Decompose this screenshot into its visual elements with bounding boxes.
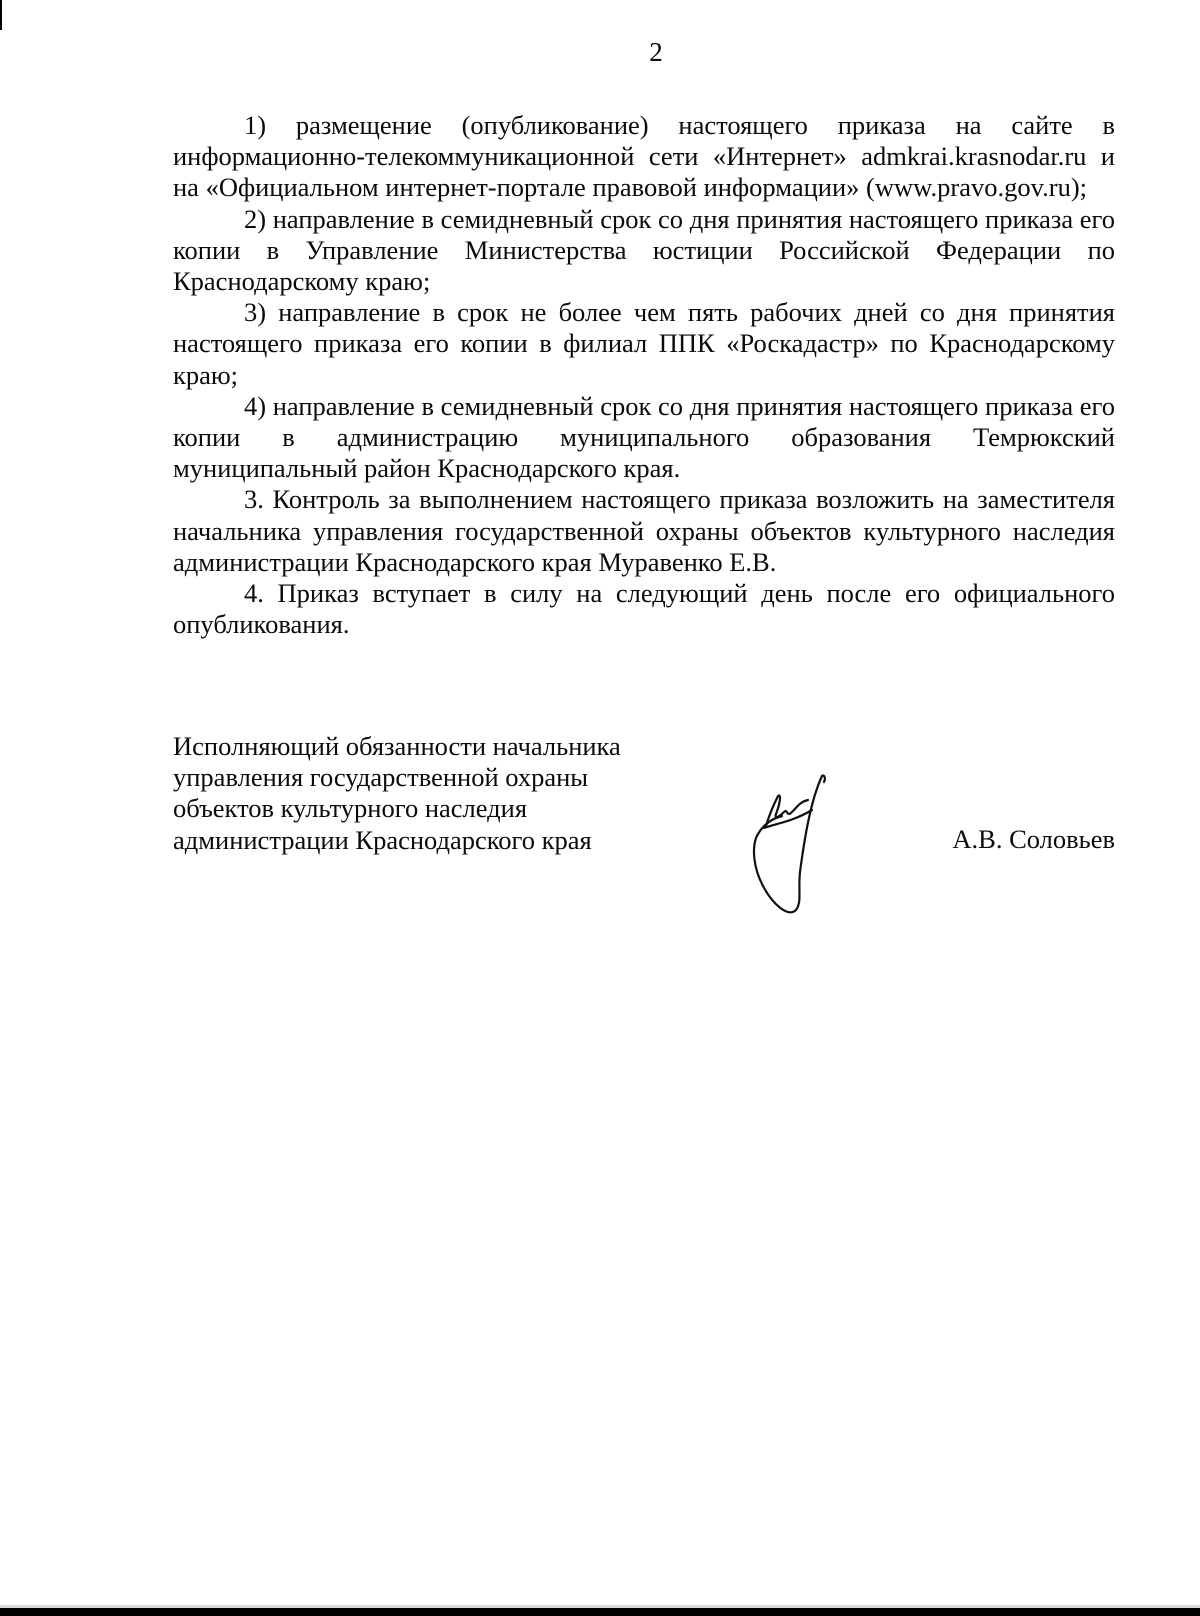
signer-position-line: объектов культурного наследия <box>173 793 528 824</box>
paragraph-entry-into-force: 4. Приказ вступает в силу на следующий день после его официального опубликования. <box>173 578 1115 640</box>
signer-position <box>173 731 621 856</box>
signer-name: А.В. Соловьев <box>952 824 1115 854</box>
document-body <box>173 110 1115 640</box>
paragraph-ministry-of-justice: 2) направление в семидневный срок со дня принятия настоящего приказа его копии в Управление Министерства юстиции Российской Федерации по Краснодарскому краю; <box>173 203 1115 297</box>
page-number: 2 <box>649 37 663 67</box>
paragraph-municipal-administration: 4) направление в семидневный срок со дня принятия настоящего приказа его копии в администрацию муниципального образования Темрюкский муниципальный район Краснодарского края. <box>173 390 1115 484</box>
signer-position-line: управления государственной охраны <box>173 762 589 793</box>
signer-position-line: администрации Краснодарского края <box>173 824 592 855</box>
paragraph-control: 3. Контроль за выполнением настоящего приказа возложить на заместителя начальника управления государственной охраны объектов культурного наследия администрации Краснодарского края Муравенко Е.В. <box>173 484 1115 577</box>
handwritten-signature <box>752 772 872 932</box>
paragraph-publication: 1) размещение (опубликование) настоящего приказа на сайте в информационно-телекоммуникационной сети «Интернет» admkrai.krasnodar.ru и на «Официальном интернет-портале правовой информации» (www.pravo.gov.ru); <box>173 110 1115 203</box>
scan-edge-left <box>0 0 2 30</box>
paragraph-roskadastr: 3) направление в срок не более чем пять рабочих дней со дня принятия настоящего приказа его копии в филиал ППК «Роскадастр» по Краснодарскому краю; <box>173 297 1115 390</box>
scan-edge-bottom <box>0 1608 1200 1616</box>
signer-position-line: Исполняющий обязанности начальника <box>173 731 621 761</box>
